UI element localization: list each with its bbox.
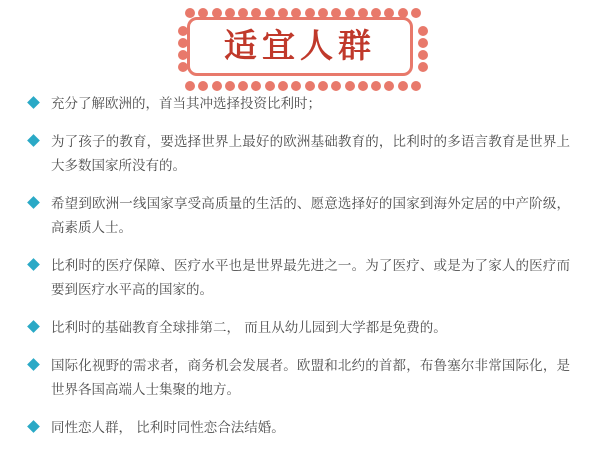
scallop-dot-icon (371, 8, 381, 18)
scallop-dot-icon (358, 8, 368, 18)
scallop-dot-icon (251, 8, 261, 18)
page-title: 适宜人群 (224, 25, 376, 65)
diamond-bullet-icon (28, 421, 42, 435)
scallop-dot-icon (345, 8, 355, 18)
scallop-dot-icon (305, 81, 315, 91)
title-badge (187, 17, 413, 76)
scallop-dot-icon (238, 81, 248, 91)
scallop-dot-icon (278, 81, 288, 91)
diamond-bullet-icon (28, 135, 42, 149)
list-item (28, 192, 570, 240)
scallop-dot-icon (358, 81, 368, 91)
diamond-bullet-icon (28, 97, 42, 111)
scallop-dot-icon (345, 81, 355, 91)
list-item (28, 92, 570, 116)
list-item-text: 比利时的基础教育全球排第二， 而且从幼儿园到大学都是免费的。 (51, 320, 447, 336)
scallop-dot-icon (178, 62, 188, 72)
scallop-dot-icon (331, 81, 341, 91)
scallop-dot-icon (225, 8, 235, 18)
list-item-text: 充分了解欧洲的，首当其冲选择投资比利时； (51, 96, 321, 112)
scallop-dot-icon (198, 8, 208, 18)
scallop-dot-icon (178, 26, 188, 36)
list-item-text: 为了孩子的教育，要选择世界上最好的欧洲基础教育的，比利时的多语言教育是世界上大多数国家所没有的。 (51, 134, 570, 174)
list-item (28, 354, 570, 402)
scallop-dot-icon (185, 8, 195, 18)
scallop-dot-icon (384, 8, 394, 18)
audience-list (0, 92, 600, 440)
scallop-dot-icon (238, 8, 248, 18)
list-item-text: 希望到欧洲一线国家享受高质量的生活的、愿意选择好的国家到海外定居的中产阶级，高素质人士。 (51, 196, 570, 236)
scallop-dot-icon (265, 81, 275, 91)
scallop-dot-icon (398, 81, 408, 91)
scallop-dot-icon (398, 8, 408, 18)
scallop-dot-icon (418, 38, 428, 48)
scallop-dot-icon (411, 8, 421, 18)
scallop-dot-icon (384, 81, 394, 91)
page-title-container (0, 0, 600, 92)
scallop-dot-icon (371, 81, 381, 91)
scallop-dot-icon (318, 8, 328, 18)
scallop-dot-icon (225, 81, 235, 91)
scallop-dot-icon (178, 38, 188, 48)
scallop-dot-icon (185, 81, 195, 91)
list-item-text: 比利时的医疗保障、医疗水平也是世界最先进之一。为了医疗、或是为了家人的医疗而要到医疗水平高的国家的。 (51, 258, 570, 298)
scallop-dot-icon (198, 81, 208, 91)
scallop-dot-icon (411, 81, 421, 91)
list-item (28, 416, 570, 440)
list-item-text: 国际化视野的需求者，商务机会发展者。欧盟和北约的首都，布鲁塞尔非常国际化，是世界各国高端人士集聚的地方。 (51, 358, 570, 398)
scallop-dot-icon (278, 8, 288, 18)
scallop-dot-icon (212, 8, 222, 18)
scallop-dot-icon (318, 81, 328, 91)
diamond-bullet-icon (28, 359, 42, 373)
list-item (28, 130, 570, 178)
scallop-dot-icon (251, 81, 261, 91)
diamond-bullet-icon (28, 321, 42, 335)
scallop-dot-icon (418, 62, 428, 72)
scallop-dot-icon (418, 50, 428, 60)
scallop-dot-icon (212, 81, 222, 91)
scallop-dot-icon (305, 8, 315, 18)
diamond-bullet-icon (28, 259, 42, 273)
scallop-dot-icon (265, 8, 275, 18)
list-item-text: 同性恋人群， 比利时同性恋合法结婚。 (51, 420, 285, 436)
diamond-bullet-icon (28, 197, 42, 211)
scallop-dot-icon (331, 8, 341, 18)
scallop-dot-icon (418, 26, 428, 36)
list-item (28, 254, 570, 302)
list-item (28, 316, 570, 340)
scallop-dot-icon (178, 50, 188, 60)
scallop-dot-icon (291, 8, 301, 18)
scallop-dot-icon (291, 81, 301, 91)
